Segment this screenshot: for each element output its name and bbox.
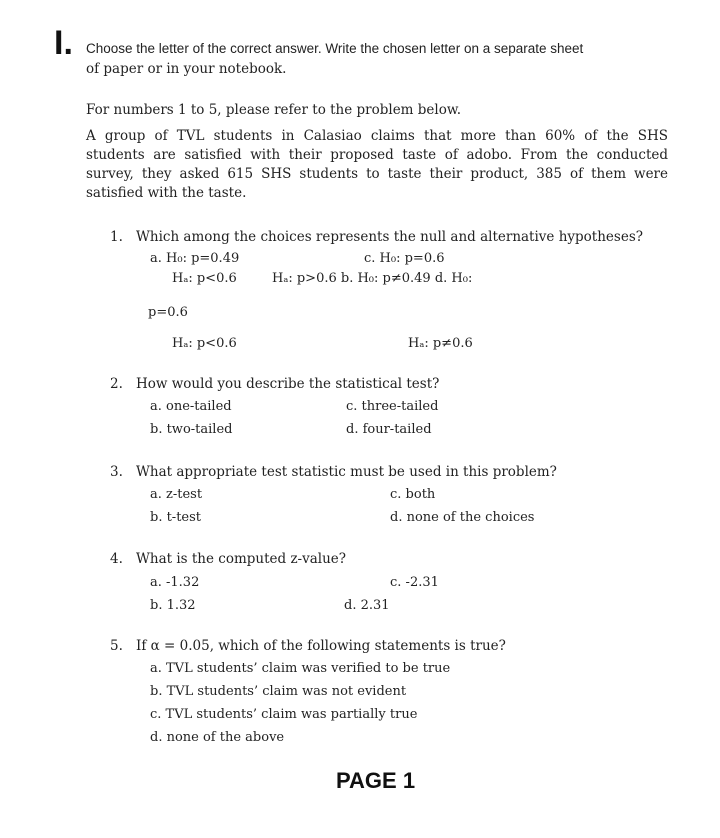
q1-number: 1. xyxy=(110,229,123,245)
q3-number: 3. xyxy=(110,464,123,480)
q1-option-b-alt: Hₐ: p<0.6 xyxy=(172,336,237,351)
problem-line-4: satisfied with the taste. xyxy=(86,185,247,201)
q4-option-b: b. 1.32 xyxy=(150,598,196,613)
q4-option-c: c. -2.31 xyxy=(390,575,439,590)
q1-option-c-null: c. H₀: p=0.6 xyxy=(364,251,445,266)
q1-option-a-alt: Hₐ: p<0.6 xyxy=(172,271,237,286)
q4-number: 4. xyxy=(110,551,123,567)
q2-number: 2. xyxy=(110,376,123,392)
q2-option-b: b. two-tailed xyxy=(150,422,233,437)
q2-option-a: a. one-tailed xyxy=(150,399,232,414)
page-number: PAGE 1 xyxy=(336,768,416,793)
q3-option-b: b. t-test xyxy=(150,510,202,525)
intro-text: For numbers 1 to 5, please refer to the problem below. xyxy=(86,102,462,118)
instruction-line-2: of paper or in your notebook. xyxy=(86,61,287,77)
q4-option-d: d. 2.31 xyxy=(344,598,390,613)
q3-text: What appropriate test statistic must be used in this problem? xyxy=(136,464,557,480)
problem-line-3: survey, they asked 615 SHS students to taste their product, 385 of them were xyxy=(86,166,668,182)
problem-line-1: A group of TVL students in Calasiao claims that more than 60% of the SHS xyxy=(86,128,668,144)
q1-option-d-null-cont: p=0.6 xyxy=(148,305,188,320)
q5-text: If α = 0.05, which of the following statements is true? xyxy=(136,638,506,654)
q2-text: How would you describe the statistical test? xyxy=(136,376,440,392)
q5-option-a: a. TVL students’ claim was verified to be true xyxy=(150,661,451,676)
q2-option-c: c. three-tailed xyxy=(346,399,439,414)
q1-option-d-alt: Hₐ: p≠0.6 xyxy=(408,336,473,351)
q3-option-a: a. z-test xyxy=(150,487,203,502)
q5-option-d: d. none of the above xyxy=(150,730,285,745)
q1-text: Which among the choices represents the null and alternative hypotheses? xyxy=(136,229,643,245)
q4-text: What is the computed z-value? xyxy=(136,551,347,567)
q5-option-b: b. TVL students’ claim was not evident xyxy=(150,684,407,699)
problem-line-2: students are satisfied with their proposed taste of adobo. From the conducted xyxy=(86,147,668,163)
q5-number: 5. xyxy=(110,638,123,654)
q4-option-a: a. -1.32 xyxy=(150,575,200,590)
q3-option-d: d. none of the choices xyxy=(390,510,535,525)
q2-option-d: d. four-tailed xyxy=(346,422,432,437)
q3-option-c: c. both xyxy=(390,487,436,502)
section-number: I. xyxy=(54,24,73,62)
q1-option-a-null: a. H₀: p=0.49 xyxy=(150,251,240,266)
q5-option-c: c. TVL students’ claim was partially true xyxy=(150,707,418,722)
instruction-line-1: Choose the letter of the correct answer. Write the chosen letter on a separate sheet xyxy=(86,41,584,56)
q1-option-c-alt-b-d: Hₐ: p>0.6 b. H₀: p≠0.49 d. H₀: xyxy=(272,271,473,286)
problem-paragraph xyxy=(86,128,668,204)
